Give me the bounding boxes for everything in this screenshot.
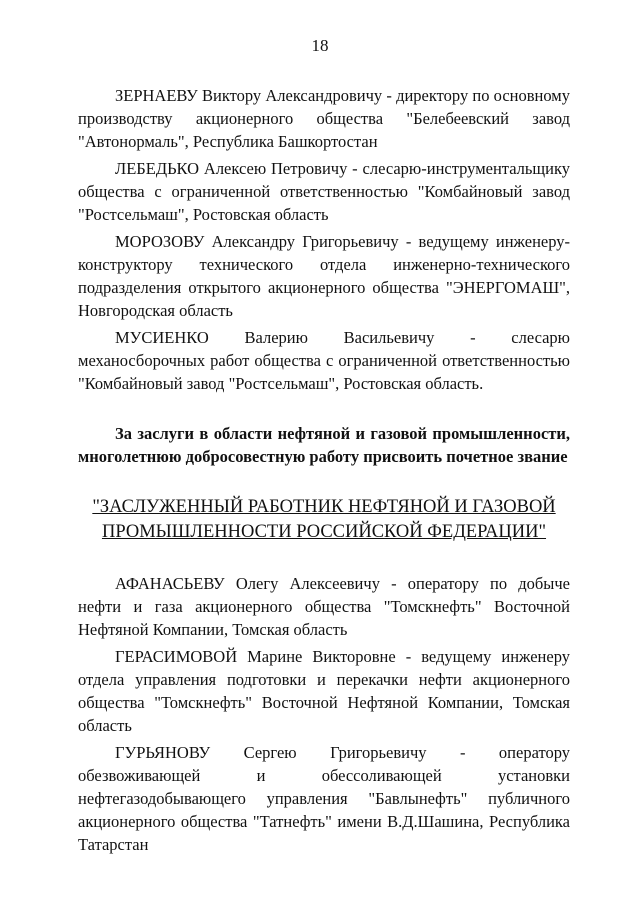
page-number: 18 xyxy=(311,36,329,55)
award-entry-guryanov: ГУРЬЯНОВУ Сергею Григорьевичу - оператору обезвоживающей и обессоливающей установки нефтегазодобывающего управления "Бавлынефть" публичного акционерного общества "Татнефть" имени В.Д.Шашина, Республика Татарстан xyxy=(78,743,570,854)
awards-list-1 xyxy=(78,84,570,395)
document-body xyxy=(78,84,570,856)
award-entry-zernaev: ЗЕРНАЕВУ Виктору Александровичу - директору по основному производству акционерного общества "Белебеевский завод "Автонормаль", Республика Башкортостан xyxy=(78,86,570,151)
award-entry-musienko: МУСИЕНКО Валерию Васильевичу - слесарю механосборочных работ общества с ограниченной ответственностью "Комбайновый завод "Ростсельмаш", Ростовская область. xyxy=(78,328,570,393)
award-title: "ЗАСЛУЖЕННЫЙ РАБОТНИК НЕФТЯНОЙ И ГАЗОВОЙ ПРОМЫШЛЕННОСТИ РОССИЙСКОЙ ФЕДЕРАЦИИ" xyxy=(92,497,556,542)
award-entry-gerasimova: ГЕРАСИМОВОЙ Марине Викторовне - ведущему инженеру отдела управления подготовки и перекачки нефти акционерного общества "Томскнефть" Восточной Нефтяной Компании, Томская область xyxy=(78,647,570,735)
award-entry-afanasyev: АФАНАСЬЕВУ Олегу Алексеевичу - оператору по добыче нефти и газа акционерного общества "Томскнефть" Восточной Нефтяной Компании, Томская область xyxy=(78,574,570,639)
award-entry-lebedko: ЛЕБЕДЬКО Алексею Петровичу - слесарю-инструментальщику общества с ограниченной ответственностью "Комбайновый завод "Ростсельмаш", Ростовская область xyxy=(78,159,570,224)
section-heading: За заслуги в области нефтяной и газовой промышленности, многолетнюю добросовестную работу присвоить почетное звание xyxy=(78,424,570,466)
awards-list-2 xyxy=(78,572,570,856)
award-entry-morozov: МОРОЗОВУ Александру Григорьевичу - ведущему инженеру-конструктору технического отдела инженерно-технического подразделения открытого акционерного общества "ЭНЕРГОМАШ", Новгородская область xyxy=(78,232,570,320)
